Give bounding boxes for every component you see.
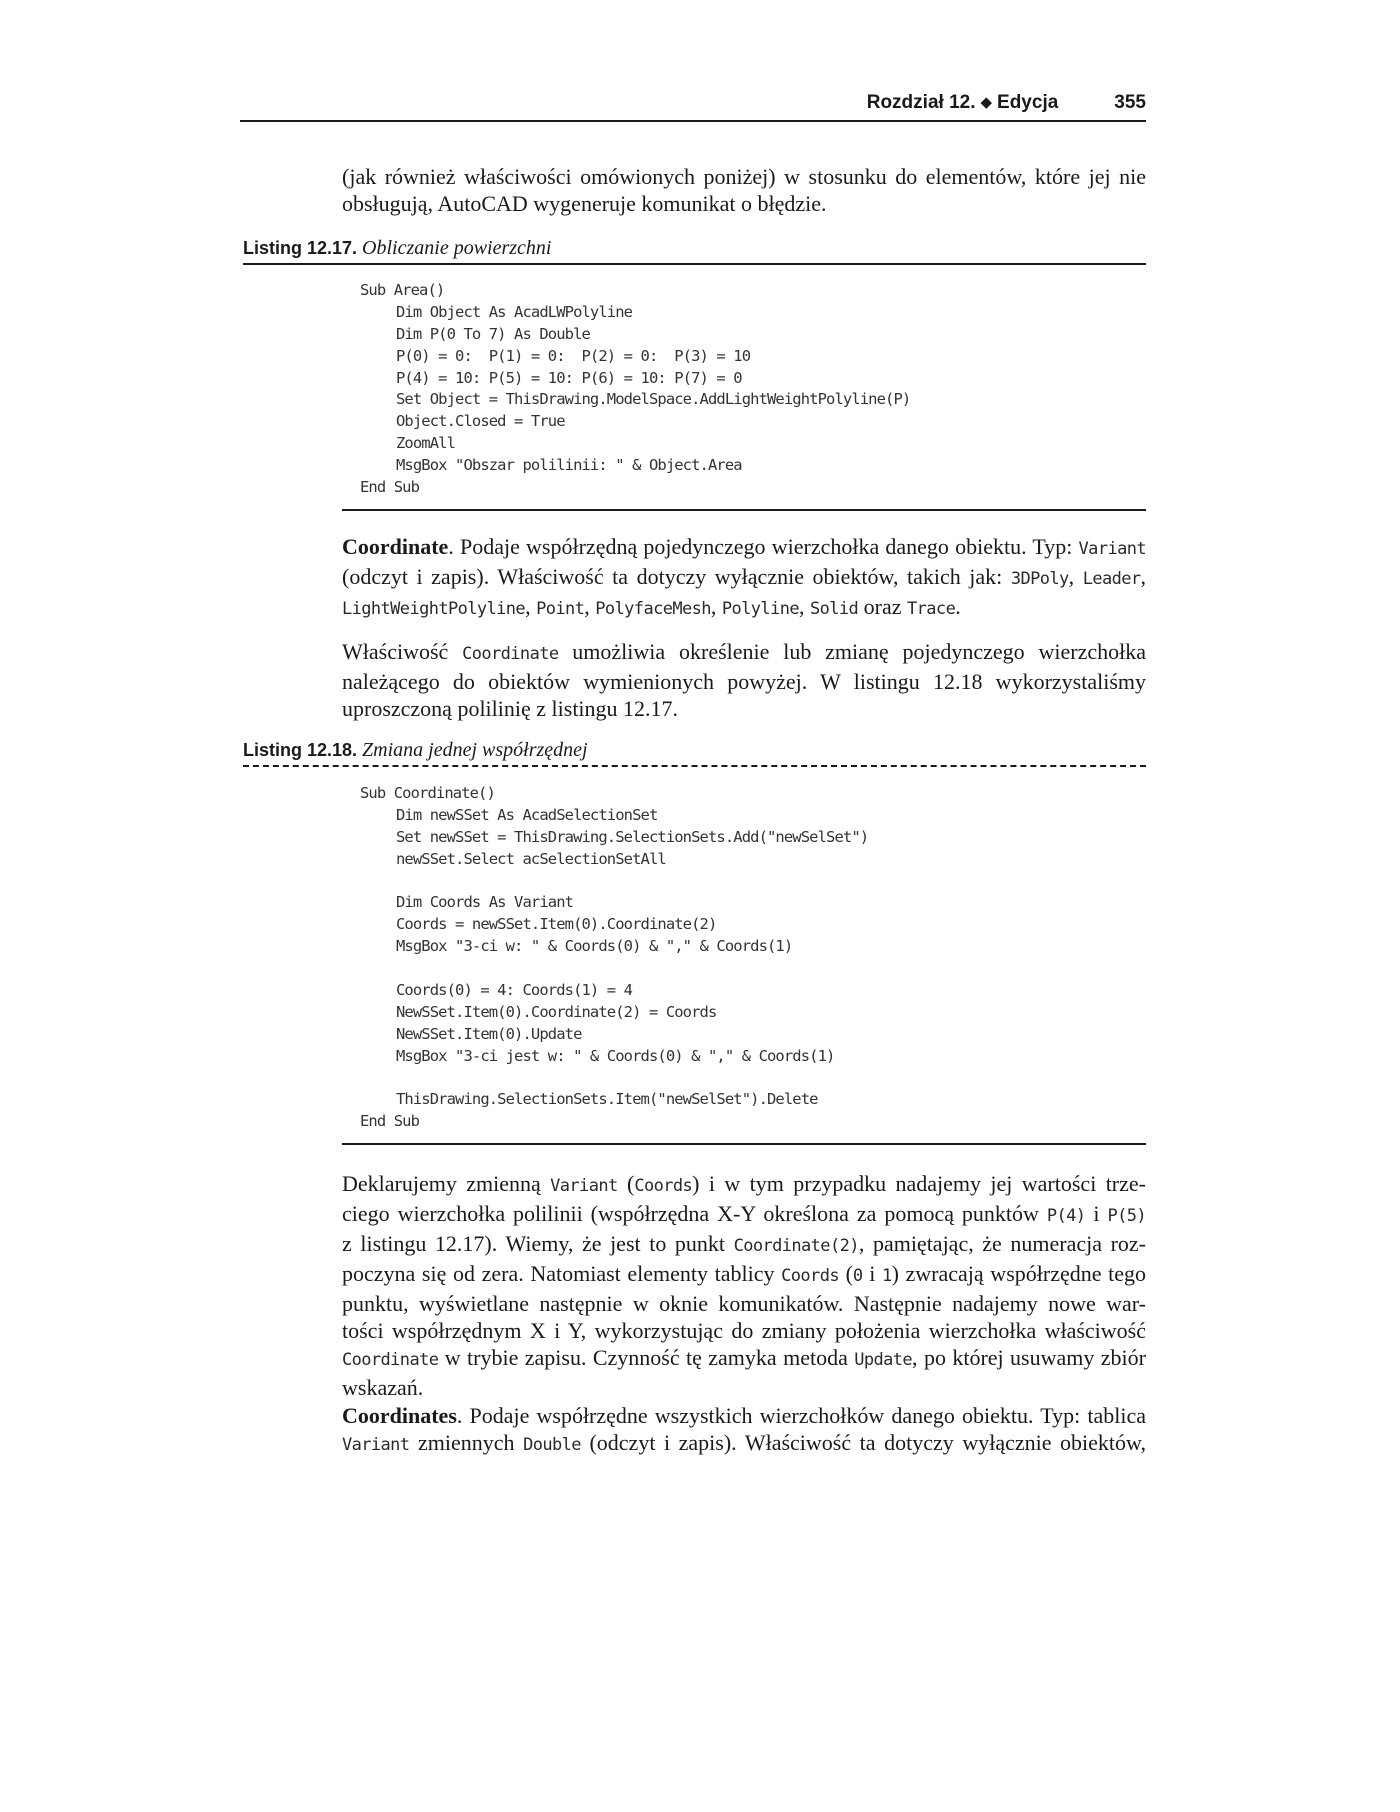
code-line: End Sub bbox=[360, 1112, 420, 1131]
coordinate-paragraph bbox=[342, 533, 1146, 623]
text-line bbox=[342, 1344, 1146, 1374]
code-line bbox=[342, 1068, 1146, 1090]
listing-title: Obliczanie powierzchni bbox=[362, 237, 552, 259]
text-line: należącego do obiektów wymienionych powyżej. W listingu 12.18 wykorzystaliśmy bbox=[342, 669, 1146, 694]
code-line: newSSet.Select acSelectionSetAll bbox=[396, 849, 666, 868]
coordinates-paragraph bbox=[342, 1402, 1146, 1459]
explanation-paragraph bbox=[342, 1170, 1146, 1401]
code-line: MsgBox "3-ci w: " & Coords(0) & "," & Coords(1) bbox=[396, 937, 793, 956]
text-line: (jak również właściwości omówionych poniżej) w stosunku do elementów, które jej nie bbox=[342, 164, 1146, 189]
text-run: . Podaje współrzędną pojedynczego wierzchołka danego obiektu. Typ: bbox=[448, 534, 1079, 559]
diamond-icon: ◆ bbox=[980, 94, 993, 111]
text-run: i bbox=[862, 1261, 882, 1286]
text-line bbox=[342, 593, 1146, 623]
code-line: P(4) = 10: P(5) = 10: P(6) = 10: P(7) = 0 bbox=[396, 368, 742, 387]
code-line: End Sub bbox=[360, 478, 420, 497]
code-line: NewSSet.Item(0).Coordinate(2) = Coords bbox=[396, 1002, 717, 1021]
text-run: oraz bbox=[858, 594, 908, 619]
text-run: ( bbox=[617, 1171, 635, 1196]
text-run: , bbox=[798, 594, 810, 619]
text-line bbox=[342, 1170, 1146, 1200]
code-line: ZoomAll bbox=[396, 434, 456, 453]
text-run: poczyna się od zera. Natomiast elementy tablicy bbox=[342, 1261, 782, 1286]
text-line: uproszczoną polilinię z listingu 12.17. bbox=[342, 696, 679, 721]
running-header bbox=[240, 90, 1146, 122]
code-line: Coords = newSSet.Item(0).Coordinate(2) bbox=[396, 915, 717, 934]
text-run: , po której usuwamy zbiór bbox=[912, 1345, 1146, 1370]
term-coordinate: Coordinate bbox=[342, 534, 449, 559]
term-coordinates: Coordinates bbox=[342, 1403, 457, 1428]
listing-label: Listing 12.17. bbox=[243, 238, 358, 258]
code-run: 0 bbox=[852, 1266, 863, 1286]
text-line bbox=[342, 533, 1146, 563]
code-run: 3DPoly bbox=[1010, 569, 1069, 589]
section-label: Edycja bbox=[997, 92, 1059, 113]
text-run: , bbox=[525, 594, 537, 619]
code-run: Coords bbox=[634, 1176, 693, 1196]
text-run: , bbox=[584, 594, 596, 619]
code-line: NewSSet.Item(0).Update bbox=[396, 1024, 582, 1043]
code-line: Object.Closed = True bbox=[396, 412, 565, 431]
code-line: MsgBox "Obszar polilinii: " & Object.Area bbox=[396, 456, 742, 475]
text-line bbox=[342, 1402, 1146, 1429]
code-line: Dim newSSet As AcadSelectionSet bbox=[396, 805, 658, 824]
code-run: Variant bbox=[1078, 539, 1146, 559]
code-run: Coordinate(2) bbox=[733, 1236, 859, 1256]
code-run: Double bbox=[523, 1435, 581, 1455]
code-run: Coordinate bbox=[462, 644, 559, 664]
code-run: Update bbox=[854, 1350, 913, 1370]
text-run: w trybie zapisu. Czynność tę zamyka metoda bbox=[438, 1345, 855, 1370]
code-run: Solid bbox=[809, 599, 859, 619]
listing-title: Zmiana jednej współrzędnej bbox=[362, 739, 588, 761]
text-line bbox=[342, 1200, 1146, 1230]
text-run: z listingu 12.17). Wiemy, że jest to punkt bbox=[342, 1231, 734, 1256]
code-listing-12-17 bbox=[342, 280, 1146, 511]
text-run: (odczyt i zapis). Właściwość ta dotyczy wyłącznie obiektów, takich jak: bbox=[342, 564, 1011, 589]
code-line bbox=[342, 871, 1146, 893]
code-run: Polyline bbox=[721, 599, 799, 619]
intro-paragraph bbox=[342, 163, 1146, 217]
text-line: punktu, wyświetlane następnie w oknie komunikatów. Następnie nadajemy nowe war- bbox=[342, 1291, 1146, 1316]
code-line: Set newSSet = ThisDrawing.SelectionSets.Add("newSelSet") bbox=[396, 827, 869, 846]
code-run: 1 bbox=[881, 1266, 892, 1286]
page-number: 355 bbox=[1114, 92, 1146, 113]
code-run: PolyfaceMesh bbox=[595, 599, 711, 619]
code-run: P(4) bbox=[1046, 1206, 1086, 1226]
listing-label: Listing 12.18. bbox=[243, 740, 358, 760]
chapter-label: Rozdział 12. bbox=[866, 92, 976, 113]
code-run: Leader bbox=[1082, 569, 1141, 589]
text-run: Deklarujemy zmienną bbox=[342, 1171, 551, 1196]
code-line: MsgBox "3-ci jest w: " & Coords(0) & "," & Coords(1) bbox=[396, 1046, 835, 1065]
code-run: Coords bbox=[781, 1266, 839, 1286]
text-run: ) i w tym przypadku nadajemy jej wartości trze- bbox=[692, 1171, 1146, 1196]
code-line bbox=[342, 958, 1146, 980]
listing-caption bbox=[243, 236, 1146, 265]
text-run: . Podaje współrzędne wszystkich wierzchołków danego obiektu. Typ: tablica bbox=[456, 1403, 1146, 1428]
code-run: Variant bbox=[342, 1435, 410, 1455]
text-run: , pamiętając, że numeracja roz- bbox=[858, 1231, 1147, 1256]
text-run: ( bbox=[838, 1261, 853, 1286]
code-run: Trace bbox=[907, 599, 956, 619]
text-line: obsługują, AutoCAD wygeneruje komunikat o błędzie. bbox=[342, 191, 827, 216]
text-run: i bbox=[1085, 1201, 1108, 1226]
code-line: Dim Object As AcadLWPolyline bbox=[396, 302, 633, 321]
text-run: (odczyt i zapis). Właściwość ta dotyczy wyłącznie obiektów, bbox=[580, 1430, 1146, 1455]
code-run: Point bbox=[536, 599, 585, 619]
coordinate-paragraph-2 bbox=[342, 638, 1146, 722]
text-run: ) zwracają współrzędne tego bbox=[891, 1261, 1146, 1286]
header-text bbox=[867, 92, 1146, 114]
text-run: , bbox=[1068, 564, 1083, 589]
text-line bbox=[342, 1230, 1146, 1260]
text-line bbox=[342, 638, 1146, 668]
listing-caption bbox=[243, 738, 1146, 767]
text-run: Właściwość bbox=[342, 639, 463, 664]
text-run: ciego wierzchołka polilinii (współrzędna X-Y określona za pomocą punktów bbox=[342, 1201, 1047, 1226]
text-line bbox=[342, 563, 1146, 593]
text-line bbox=[342, 1429, 1146, 1459]
text-run: , bbox=[710, 594, 722, 619]
text-run: , bbox=[1140, 564, 1146, 589]
code-line: Dim P(0 To 7) As Double bbox=[396, 324, 590, 343]
code-listing-12-18 bbox=[342, 783, 1146, 1145]
text-run: zmiennych bbox=[409, 1430, 524, 1455]
text-run: umożliwia określenie lub zmianę pojedynczego wierzchołka bbox=[558, 639, 1146, 664]
code-run: P(5) bbox=[1107, 1206, 1146, 1226]
code-line: Sub Coordinate() bbox=[360, 784, 495, 802]
code-run: Variant bbox=[550, 1176, 618, 1196]
code-run: Coordinate bbox=[342, 1350, 439, 1370]
code-run: LightWeightPolyline bbox=[342, 599, 526, 619]
code-line: ThisDrawing.SelectionSets.Item("newSelSet").Delete bbox=[396, 1090, 818, 1109]
code-line: Set Object = ThisDrawing.ModelSpace.AddLightWeightPolyline(P) bbox=[396, 390, 911, 409]
text-line: wskazań. bbox=[342, 1375, 424, 1400]
text-line bbox=[342, 1260, 1146, 1290]
code-line: Coords(0) = 4: Coords(1) = 4 bbox=[396, 981, 633, 1000]
text-run: . bbox=[955, 594, 961, 619]
code-line: Sub Area() bbox=[360, 281, 445, 299]
code-line: P(0) = 0: P(1) = 0: P(2) = 0: P(3) = 10 bbox=[396, 346, 751, 365]
text-line: tości współrzędnym X i Y, wykorzystując do zmiany położenia wierzchołka właściwość bbox=[342, 1318, 1146, 1343]
code-line: Dim Coords As Variant bbox=[396, 893, 574, 912]
